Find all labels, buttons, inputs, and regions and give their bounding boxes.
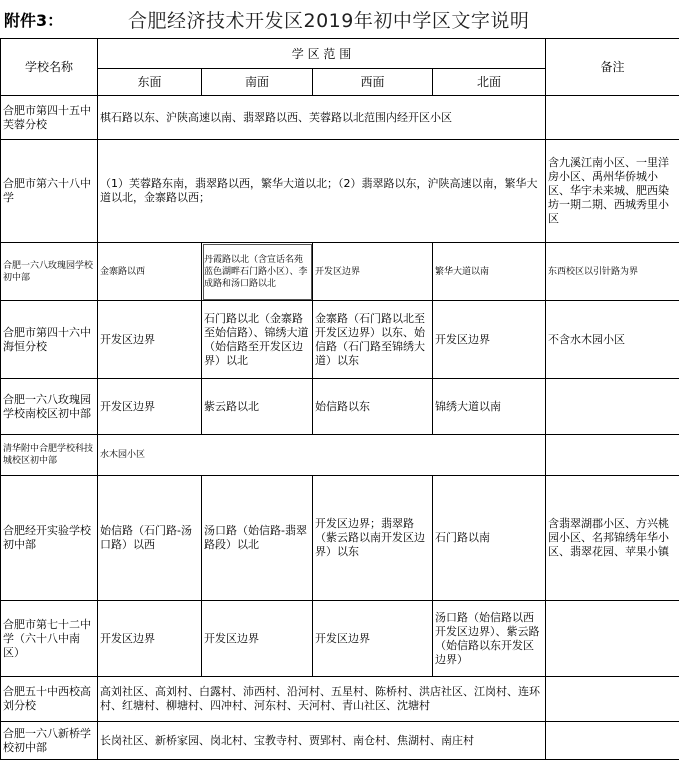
school-name: 清华附中合肥学校科技城校区初中部 bbox=[1, 435, 98, 476]
header-north: 北面 bbox=[433, 69, 546, 96]
table-row bbox=[1, 435, 679, 476]
note-cell bbox=[546, 379, 679, 435]
north-boundary: 开发区边界 bbox=[433, 301, 546, 379]
district-range: （1）芙蓉路东南，翡翠路以西，繁华大道以北；（2）翡翠路以东，沪陕高速以南，繁华大道以北，金寨路以西； bbox=[98, 140, 546, 243]
table-row bbox=[1, 140, 679, 243]
header-district-range: 学 区 范 围 bbox=[98, 39, 546, 69]
table-row bbox=[1, 722, 679, 760]
school-name: 合肥经开实验学校初中部 bbox=[1, 476, 98, 601]
west-boundary: 金寨路（石门路以北至开发区边界）以东、始信路（石门路至锦绣大道）以东 bbox=[313, 301, 433, 379]
note-cell bbox=[546, 96, 679, 140]
school-name: 合肥一六八新桥学校初中部 bbox=[1, 722, 98, 760]
south-boundary: 石门路以北（金寨路至始信路）、锦绣大道（始信路至开发区边界）以北 bbox=[202, 301, 313, 379]
header-south: 南面 bbox=[202, 69, 313, 96]
school-name: 合肥市第四十六中海恒分校 bbox=[1, 301, 98, 379]
district-range: 棋石路以东、沪陕高速以南、翡翠路以西、芙蓉路以北范围内经开区小区 bbox=[98, 96, 546, 140]
header-west: 西面 bbox=[313, 69, 433, 96]
west-boundary: 开发区边界 bbox=[313, 243, 433, 301]
north-boundary: 汤口路（始信路以西开发区边界）、紫云路（始信路以东开发区边界） bbox=[433, 601, 546, 677]
note-cell bbox=[546, 601, 679, 677]
school-name: 合肥市第七十二中学（六十八中南区） bbox=[1, 601, 98, 677]
west-boundary: 始信路以东 bbox=[313, 379, 433, 435]
note-cell: 含翡翠湖郡小区、方兴桃园小区、名邦锦绣年华小区、翡翠花园、苹果小镇 bbox=[546, 476, 679, 601]
document-title: 合肥经济技术开发区2019年初中学区文字说明 bbox=[128, 10, 530, 32]
header-note: 备注 bbox=[546, 39, 679, 96]
west-boundary: 开发区边界；翡翠路（紫云路以南开发区边界）以东 bbox=[313, 476, 433, 601]
school-name: 合肥五十中西校高刘分校 bbox=[1, 677, 98, 722]
district-range: 长岗社区、新桥家园、岗北村、宝教寺村、贾郢村、南仓村、焦湖村、南庄村 bbox=[98, 722, 546, 760]
table-row bbox=[1, 379, 679, 435]
attachment-label: 附件3： bbox=[4, 11, 64, 30]
title-row bbox=[0, 0, 679, 38]
school-name: 合肥市第四十五中芙蓉分校 bbox=[1, 96, 98, 140]
header-east: 东面 bbox=[98, 69, 202, 96]
east-boundary: 始信路（石门路-汤口路）以西 bbox=[98, 476, 202, 601]
south-boundary: 紫云路以北 bbox=[202, 379, 313, 435]
east-boundary: 开发区边界 bbox=[98, 601, 202, 677]
north-boundary: 繁华大道以南 bbox=[433, 243, 546, 301]
note-cell bbox=[546, 677, 679, 722]
district-range: 水木园小区 bbox=[98, 435, 546, 476]
table-row bbox=[1, 601, 679, 677]
north-boundary: 锦绣大道以南 bbox=[433, 379, 546, 435]
note-cell bbox=[546, 435, 679, 476]
school-district-table bbox=[0, 38, 679, 760]
south-boundary: 开发区边界 bbox=[202, 601, 313, 677]
south-boundary: 丹霞路以北（含宣话名苑蓝色湖畔石门路小区）、李成路和汤口路以北 bbox=[202, 243, 313, 301]
table-row bbox=[1, 677, 679, 722]
table-row bbox=[1, 96, 679, 140]
south-boundary: 汤口路（始信路-翡翠路段）以北 bbox=[202, 476, 313, 601]
note-cell: 含九溪江南小区、一里洋房小区、禹州华侨城小区、华宇未来城、肥西染坊一期二期、西城秀里小区 bbox=[546, 140, 679, 243]
note-cell: 不含水木园小区 bbox=[546, 301, 679, 379]
east-boundary: 金寨路以西 bbox=[98, 243, 202, 301]
school-name: 合肥市第六十八中学 bbox=[1, 140, 98, 243]
note-cell bbox=[546, 722, 679, 760]
table-row bbox=[1, 476, 679, 601]
header-school-name: 学校名称 bbox=[1, 39, 98, 96]
school-name: 合肥一六八玫瑰园学校初中部 bbox=[1, 243, 98, 301]
district-range: 高刘社区、高刘村、白露村、沛西村、沿河村、五星村、陈桥村、洪店社区、江岗村、连环村、红塘村、柳塘村、四冲村、河东村、天河村、青山社区、沈塘村 bbox=[98, 677, 546, 722]
note-cell: 东西校区以引针路为界 bbox=[546, 243, 679, 301]
north-boundary: 石门路以南 bbox=[433, 476, 546, 601]
table-row bbox=[1, 243, 679, 301]
school-name: 合肥一六八玫瑰园学校南校区初中部 bbox=[1, 379, 98, 435]
east-boundary: 开发区边界 bbox=[98, 301, 202, 379]
west-boundary: 开发区边界 bbox=[313, 601, 433, 677]
table-row bbox=[1, 301, 679, 379]
east-boundary: 开发区边界 bbox=[98, 379, 202, 435]
